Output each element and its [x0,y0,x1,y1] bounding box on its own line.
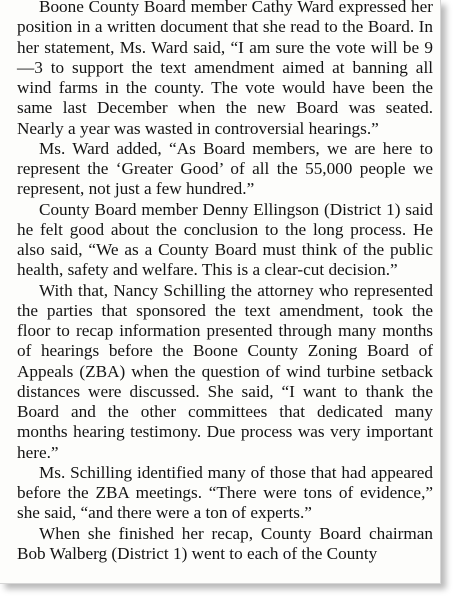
paragraph-schilling-recap: With that, Nancy Schilling the attorney who represented the parties that sponsored the text amendment, took the floor to recap information presented through many months of hearings before the Boone County Zoning Board of Appeals (ZBA) when the question of wind turbine setback distances were discussed. She said, “I want to thank the Board and the other committees that dedicated many months hearing testimony. Due process was very important here.” [17,280,433,462]
paragraph-ellingson: County Board member Denny Ellingson (District 1) said he felt good about the conclusion to the long process. He also said, “We as a County Board must think of the public health, safety and welfare. This is a clear-cut decision.” [17,199,433,280]
article-body [17,0,433,564]
paragraph-schilling-experts: Ms. Schilling identified many of those that had appeared before the ZBA meetings. “There were tons of evidence,” she said, “and there were a ton of experts.” [17,462,433,523]
paragraph-ward-greater-good: Ms. Ward added, “As Board members, we are here to represent the ‘Greater Good’ of all the 55,000 people we represent, not just a few hundred.” [17,138,433,199]
paragraph-ward-statement: Boone County Board member Cathy Ward expressed her position in a written document that she read to the Board. In her statement, Ms. Ward said, “I am sure the vote will be 9—3 to support the text amendment aimed at banning all wind farms in the county. The vote would have been the same last December when the new Board was seated. Nearly a year was wasted in controversial hearings.” [17,0,433,138]
paragraph-walberg: When she finished her recap, County Board chairman Bob Walberg (District 1) went to each of the County [17,523,433,563]
